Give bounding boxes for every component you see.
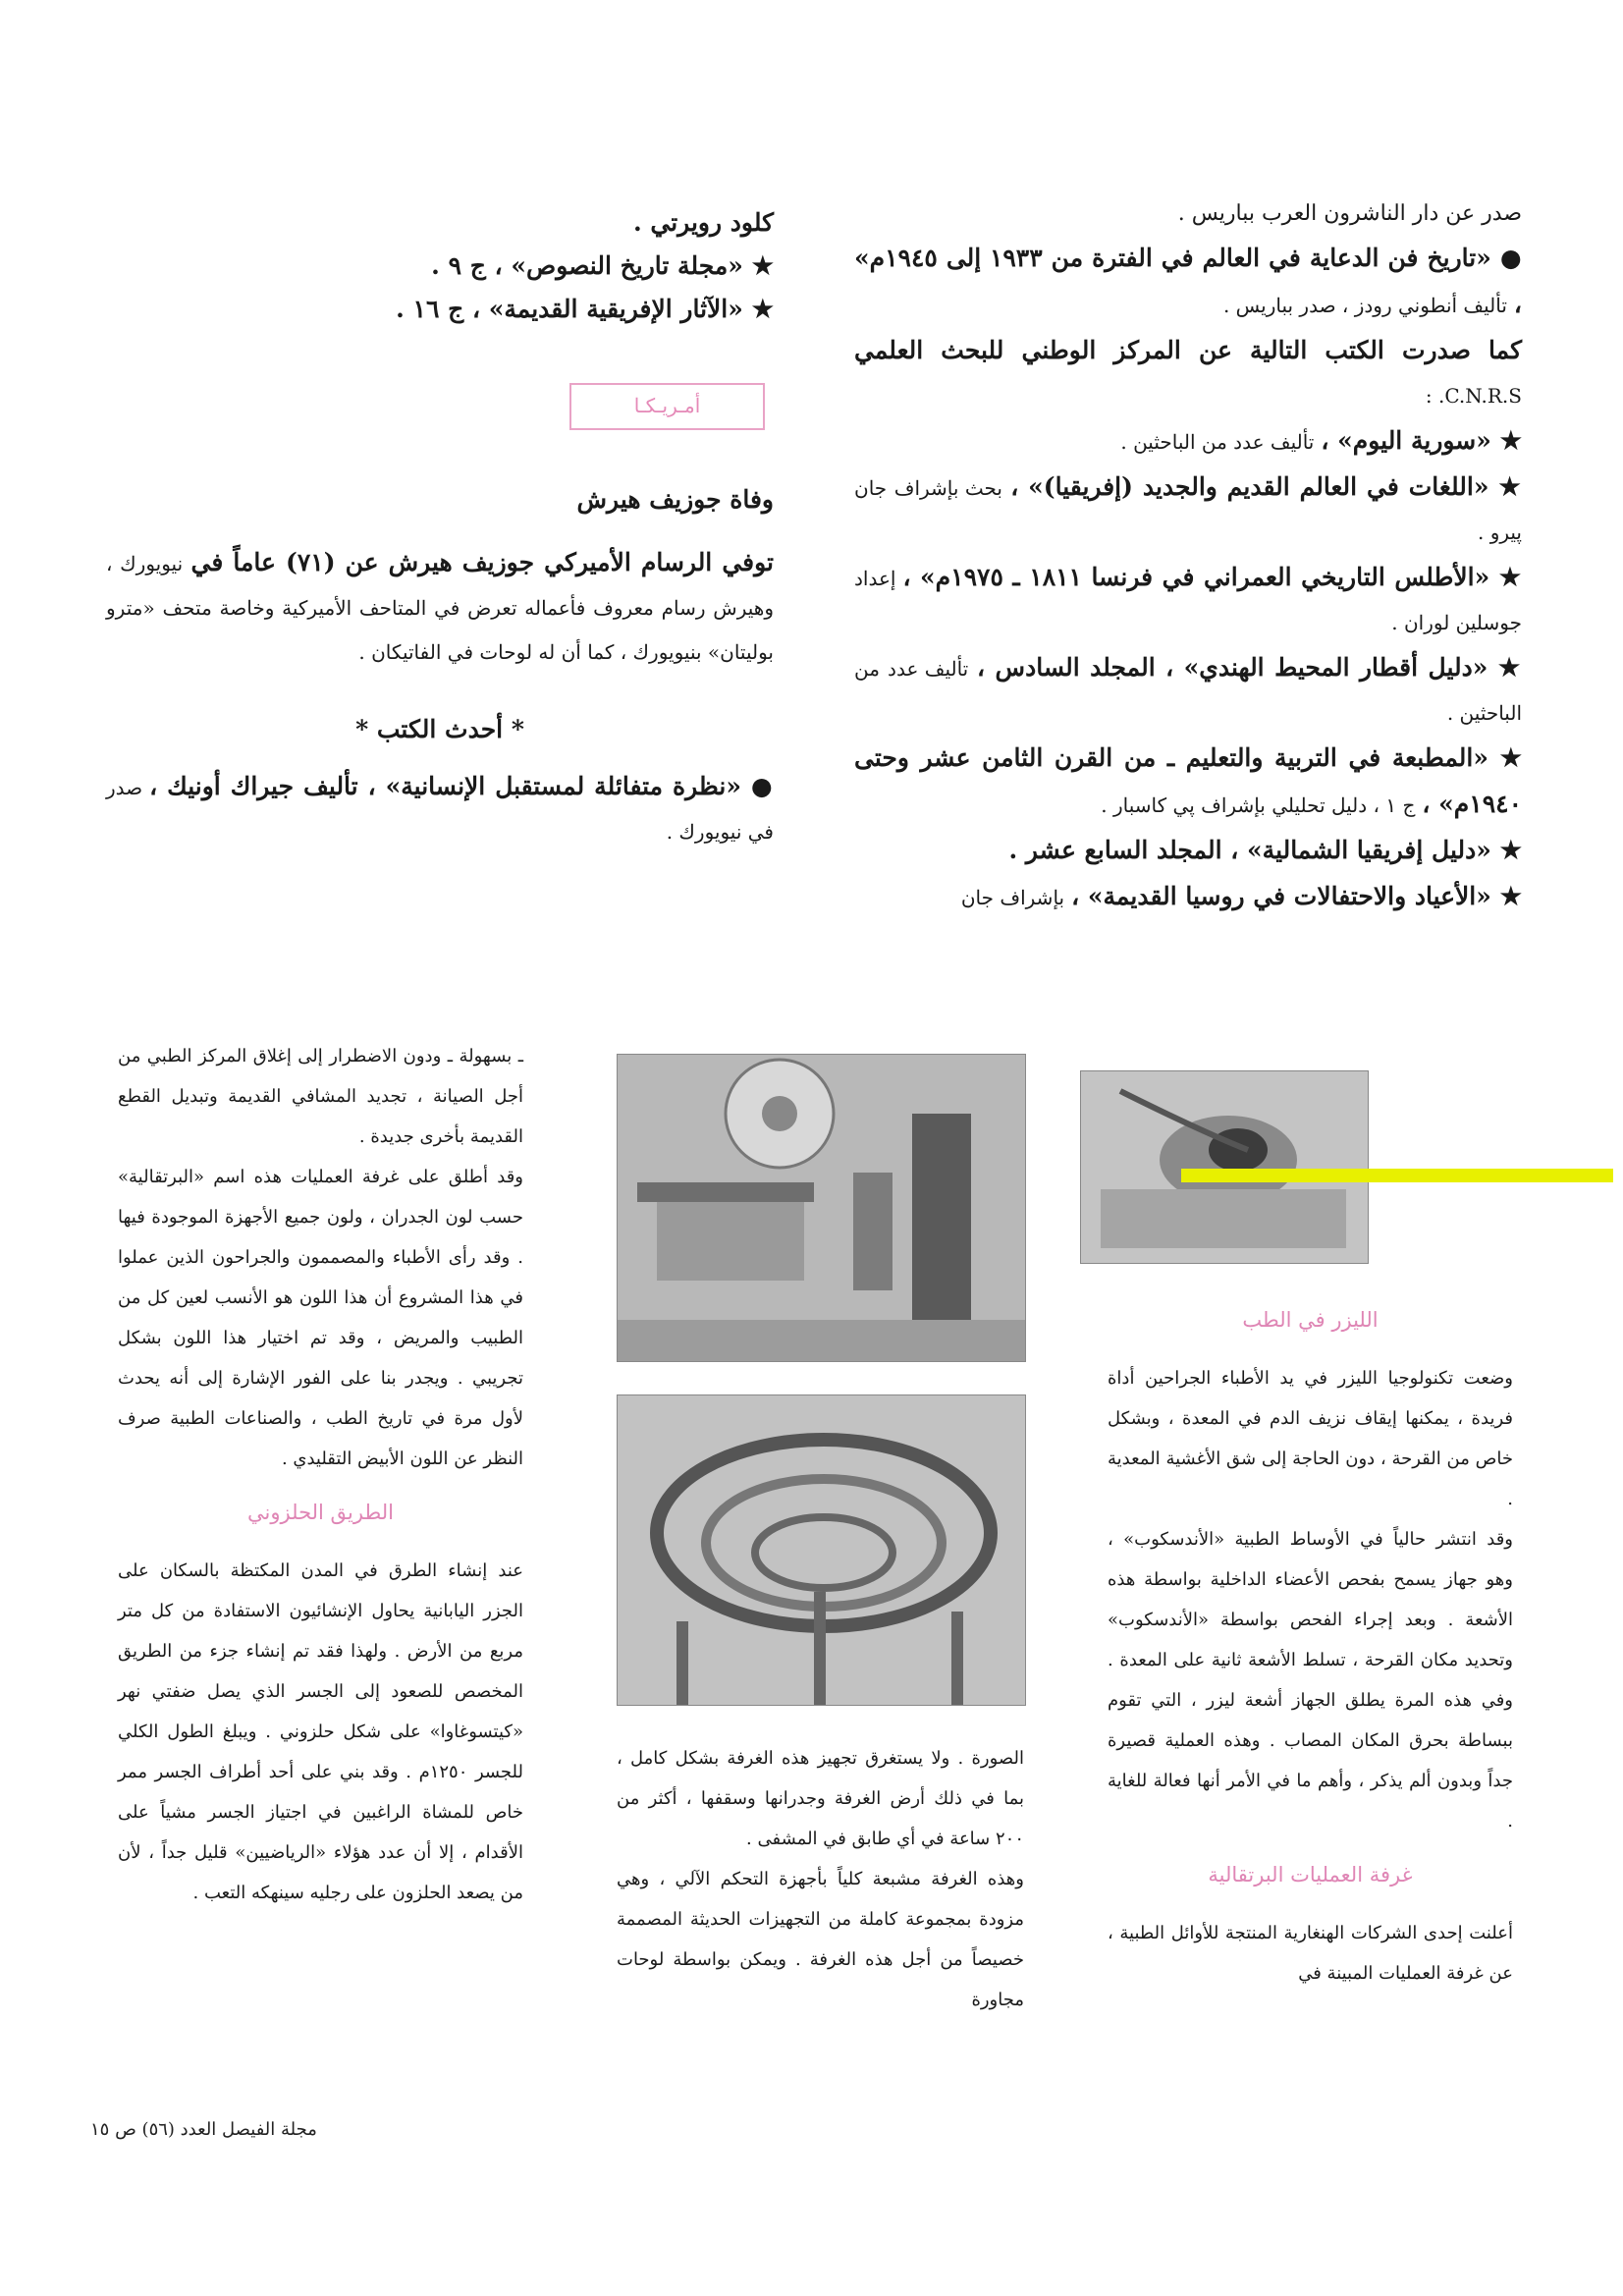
- paragraph: ● «نظرة متفائلة لمستقبل الإنسانية» ، تأليف جيراك أونيك ، صدر في نيويورك .: [106, 772, 774, 844]
- section-heading: * أحدث الكتب *: [355, 715, 524, 743]
- section-heading: غرفة العمليات البرتقالية: [1208, 1863, 1413, 1886]
- highlight-bar: [1181, 1169, 1613, 1182]
- paragraph: توفي الرسام الأميركي جوزيف هيرش عن (٧١) عاماً في نيويورك ، وهيرش رسام معروف فأعماله تعرض في المتاحف الأميركية وخاصة متحف «مترو بوليتان» بنيويورك ، كما أن له لوحات في الفاتيكان .: [106, 548, 774, 664]
- paragraph: وهذه الغرفة مشبعة كلياً بأجهزة التحكم الآلي ، وهي مزودة بمجموعة كاملة من التجهيزات الحديثة المصممة خصيصاً من أجل هذه الغرفة . ويمكن بواسطة لوحات مجاورة: [617, 1869, 1024, 2010]
- paragraph: صدر عن دار الناشرون العرب بباريس .: [1177, 201, 1522, 226]
- paragraph: ● «تاريخ فن الدعاية في العالم في الفترة من ١٩٣٣ إلى ١٩٤٥م» ، تأليف أنطوني رودز ، صدر بباريس .: [854, 244, 1522, 318]
- top-left-column: [106, 201, 774, 854]
- book-item: ★ «سورية اليوم» ، تأليف عدد من الباحثين .: [1120, 426, 1522, 455]
- laser-photo: [1080, 1070, 1369, 1264]
- paragraph: الصورة . ولا يستغرق تجهيز هذه الغرفة بشكل كامل ، بما في ذلك أرض الغرفة وجدرانها وسقفها ، أكثر من ٢٠٠ ساعة في أي طابق في المشفى .: [617, 1748, 1024, 1849]
- paragraph: كما صدرت الكتب التالية عن المركز الوطني للبحث العلمي C.N.R.S. :: [854, 336, 1522, 408]
- laser-column: [1108, 1286, 1513, 1994]
- spiral-road-column: [118, 1036, 523, 1913]
- section-heading: الليزر في الطب: [1242, 1308, 1379, 1332]
- book-item: ★ «الأعياد والاحتفالات في روسيا القديمة» ، بإشراف جان: [960, 882, 1522, 910]
- book-item: ★ «دليل أقطار المحيط الهندي» ، المجلد السادس ، تأليف عدد من الباحثين .: [854, 653, 1523, 725]
- paragraph: وضعت تكنولوجيا الليزر في يد الأطباء الجراحين أداة فريدة ، يمكنها إيقاف نزيف الدم في المعدة ، وبشكل خاص من القرحة ، دون الحاجة إلى شق الأغشية المعدية .: [1108, 1368, 1513, 1509]
- section-heading: وفاة جوزيف هيرش: [576, 485, 774, 514]
- book-item: ★ «المطبعة في التربية والتعليم ـ من القرن الثامن عشر وحتى ١٩٤٠م» ، ج ١ ، دليل تحليلي بإشراف پي كاسبار .: [854, 743, 1522, 818]
- section-heading: الطريق الحلزوني: [247, 1501, 394, 1524]
- page-footer: مجلة الفيصل العدد (٥٦) ص ١٥: [90, 2119, 317, 2140]
- operating-room-column: [617, 1738, 1024, 2020]
- paragraph: أعلنت إحدى الشركات الهنغارية المنتجة للأوائل الطبية ، عن غرفة العمليات المبينة في: [1108, 1923, 1513, 1984]
- paragraph: وقد انتشر حالياً في الأوساط الطبية «الأندسكوب» ، وهو جهاز يسمح بفحص الأعضاء الداخلية بواسطة هذه الأشعة . وبعد إجراء الفحص بواسطة «الأندسكوب» وتحديد مكان القرحة ، تسلط الأشعة ثانية على المعدة . وفي هذه المرة يطلق الجهاز أشعة ليزر ، التي تقوم ببساطة بحرق المكان المصاب . وهذه العملية قصيرة جداً وبدون ألم يذكر ، وأهم ما في الأمر أنها فعالة للغاية .: [1108, 1529, 1513, 1831]
- section-label-america: أمـريـكـا: [569, 383, 765, 430]
- paragraph: وقد أطلق على غرفة العمليات هذه اسم «البرتقالية» حسب لون الجدران ، ولون جميع الأجهزة الموجودة فيها . وقد رأى الأطباء والمصممون والجراحون الذين عملوا في هذا المشروع أن هذا اللون هو الأنسب لعين كل من الطبيب والمريض ، وقد تم اختيار هذا اللون بشكل تجريبي . ويجدر بنا على الفور الإشارة إلى أنه يحدث لأول مرة في تاريخ الطب ، والصناعات الطبية صرف النظر عن اللون الأبيض التقليدي .: [118, 1167, 523, 1469]
- paragraph: ـ بسهولة ـ ودون الاضطرار إلى إغلاق المركز الطبي من أجل الصيانة ، تجديد المشافي القديمة وتبديل القطع القديمة بأخرى جديدة .: [118, 1046, 523, 1147]
- book-item: ★ «الآثار الإفريقية القديمة» ، ج ١٦ .: [396, 295, 774, 323]
- book-item: ★ «اللغات في العالم القديم والجديد (إفريقيا)» ، بحث بإشراف جان پيرو .: [854, 472, 1523, 544]
- book-item: ★ «مجلة تاريخ النصوص» ، ج ٩ .: [431, 251, 774, 280]
- top-right-column: [854, 191, 1522, 920]
- book-item: ★ «دليل إفريقيا الشمالية» ، المجلد السابع عشر .: [1008, 836, 1522, 864]
- spiral-road-photo: [617, 1394, 1026, 1706]
- paragraph: عند إنشاء الطرق في المدن المكتظة بالسكان على الجزر اليابانية يحاول الإنشائيون الاستفادة من كل متر مربع من الأرض . ولهذا فقد تم إنشاء جزء من الطريق المخصص للصعود إلى الجسر الذي يصل ضفتي نهر «كيتسوغاوا» على شكل حلزوني . ويبلغ الطول الكلي للجسر ١٢٥٠م . وقد بني على أحد أطراف الجسر ممر خاص للمشاة الراغبين في اجتياز الجسر مشياً على الأقدام ، إلا أن عدد هؤلاء «الرياضيين» قليل جداً ، لأن من يصعد الحلزون على رجليه سينهكه التعب .: [118, 1560, 523, 1903]
- book-item: ★ «الأطلس التاريخي العمراني في فرنسا ١٨١١ ـ ١٩٧٥م» ، إعداد جوسلين لوران .: [854, 563, 1522, 634]
- operating-room-photo: [617, 1054, 1026, 1362]
- author-line: كلود رويرتي .: [632, 208, 774, 237]
